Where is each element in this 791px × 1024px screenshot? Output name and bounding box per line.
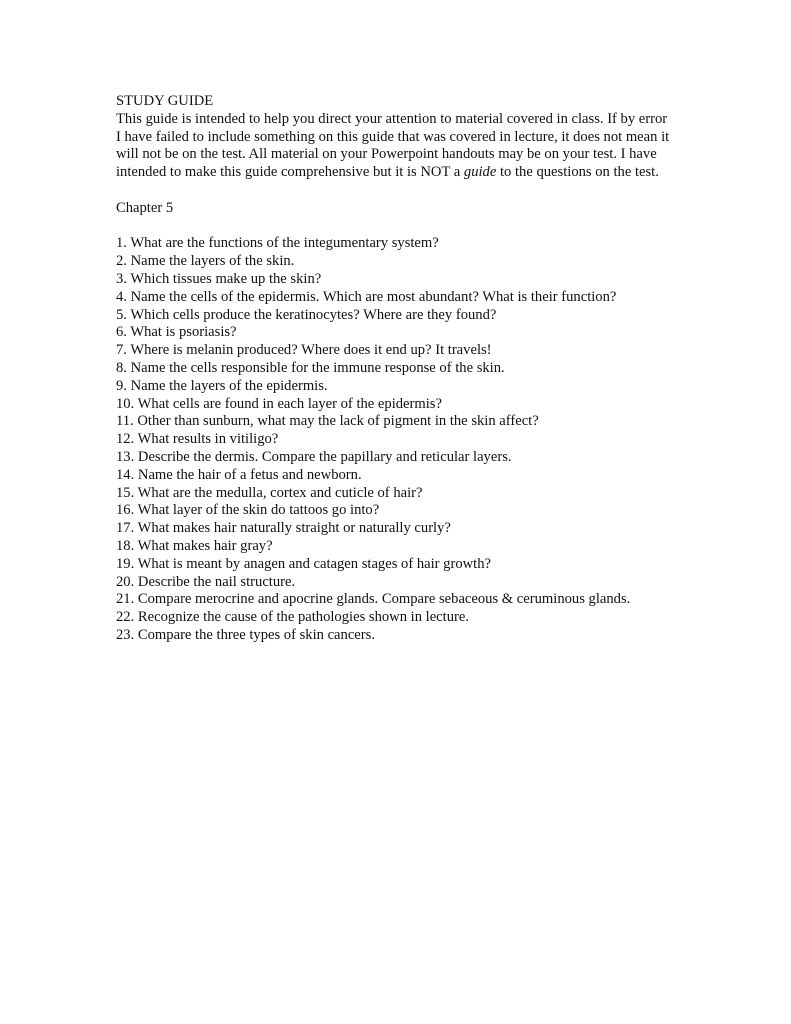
question-number: 5.: [116, 306, 127, 323]
question-number: 23.: [116, 626, 135, 643]
intro-text-start: This guide is intended to help you direct your attention to material covered in class. If by error I have failed to include something on this guide that was covered in lecture, it does not mean it will not be on the test. All material on your Powerpoint handouts may be on your test. I have intended to make this guide comprehensive but it is NOT a: [116, 110, 670, 181]
question-text: Where is melanin produced? Where does it end up? It travels!: [130, 342, 492, 359]
document-title: STUDY GUIDE: [116, 93, 214, 109]
question-item: [116, 520, 676, 538]
question-number: 13.: [116, 448, 135, 465]
question-item: [116, 253, 676, 271]
question-item: [116, 485, 676, 503]
question-number: 20.: [116, 573, 135, 590]
question-number: 16.: [116, 502, 135, 519]
question-text: Describe the nail structure.: [137, 573, 296, 590]
question-item: [116, 538, 676, 556]
question-number: 9.: [116, 377, 127, 394]
question-number: 10.: [116, 395, 135, 412]
question-item: [116, 574, 676, 592]
question-item: [116, 627, 676, 645]
question-item: [116, 591, 676, 609]
question-item: [116, 307, 676, 325]
intro-paragraph: [116, 111, 672, 182]
question-text: What are the functions of the integumentary system?: [130, 235, 439, 252]
question-item: [116, 449, 676, 467]
question-text: What are the medulla, cortex and cuticle of hair?: [137, 484, 423, 501]
chapter-heading: Chapter 5: [116, 199, 174, 216]
question-text: What makes hair gray?: [137, 537, 273, 554]
question-list: [116, 235, 676, 644]
question-number: 7.: [116, 342, 127, 359]
question-number: 8.: [116, 359, 127, 376]
question-number: 15.: [116, 484, 135, 501]
question-number: 14.: [116, 466, 135, 483]
question-item: [116, 609, 676, 627]
question-number: 11.: [116, 413, 134, 430]
question-text: What results in vitiligo?: [137, 431, 279, 448]
question-item: [116, 360, 676, 378]
question-number: 17.: [116, 520, 135, 537]
question-text: Compare the three types of skin cancers.: [137, 626, 375, 643]
question-text: Which cells produce the keratinocytes? Where are they found?: [130, 306, 497, 323]
question-number: 3.: [116, 270, 127, 287]
question-number: 21.: [116, 591, 135, 608]
question-text: What is psoriasis?: [130, 324, 237, 341]
question-text: Name the layers of the skin.: [130, 253, 295, 270]
question-item: [116, 378, 676, 396]
question-item: [116, 467, 676, 485]
question-text: Name the layers of the epidermis.: [130, 377, 328, 394]
question-item: [116, 289, 676, 307]
question-item: [116, 502, 676, 520]
question-text: Other than sunburn, what may the lack of pigment in the skin affect?: [137, 413, 539, 430]
intro-emphasis: guide: [463, 164, 497, 181]
question-text: What makes hair naturally straight or naturally curly?: [137, 520, 451, 537]
question-number: 2.: [116, 253, 127, 270]
question-number: 18.: [116, 537, 135, 554]
question-item: [116, 235, 676, 253]
question-number: 22.: [116, 609, 135, 626]
question-number: 19.: [116, 555, 135, 572]
question-number: 1.: [116, 235, 127, 252]
intro-text-end: to the questions on the test.: [496, 164, 659, 181]
question-text: Describe the dermis. Compare the papillary and reticular layers.: [137, 448, 512, 465]
question-text: Compare merocrine and apocrine glands. Compare sebaceous & ceruminous glands.: [137, 591, 631, 608]
question-text: Recognize the cause of the pathologies shown in lecture.: [137, 609, 469, 626]
question-text: What is meant by anagen and catagen stages of hair growth?: [137, 555, 491, 572]
question-item: [116, 396, 676, 414]
question-text: What layer of the skin do tattoos go into?: [137, 502, 380, 519]
question-number: 12.: [116, 431, 135, 448]
question-number: 6.: [116, 324, 127, 341]
question-item: [116, 324, 676, 342]
question-item: [116, 271, 676, 289]
question-text: What cells are found in each layer of the epidermis?: [137, 395, 442, 412]
question-item: [116, 413, 676, 431]
question-text: Name the cells of the epidermis. Which are most abundant? What is their function?: [130, 288, 617, 305]
question-item: [116, 556, 676, 574]
question-item: [116, 431, 676, 449]
document-page: [116, 93, 676, 645]
question-number: 4.: [116, 288, 127, 305]
question-item: [116, 342, 676, 360]
question-text: Name the cells responsible for the immune response of the skin.: [130, 359, 505, 376]
question-text: Name the hair of a fetus and newborn.: [137, 466, 362, 483]
question-text: Which tissues make up the skin?: [130, 270, 322, 287]
